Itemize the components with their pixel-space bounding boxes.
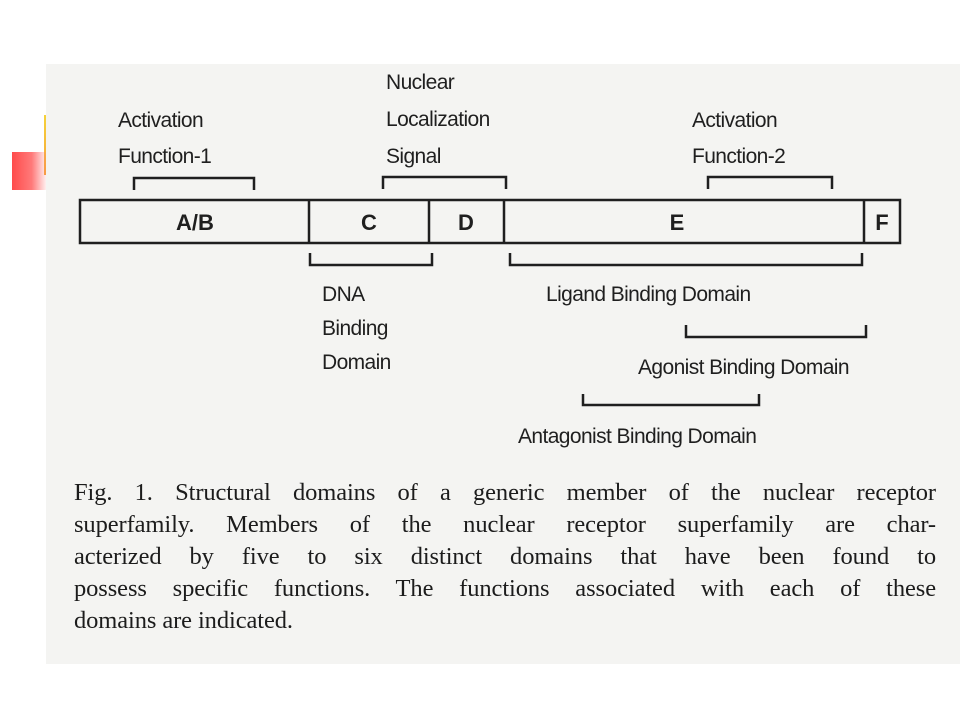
caption-line: superfamily. Members of the nuclear receptor superfamily are char- xyxy=(74,511,936,538)
label-af2-line2: Function-2 xyxy=(692,145,786,168)
segment-e: E xyxy=(669,210,685,235)
figure-caption xyxy=(74,477,936,637)
bracket-nls xyxy=(383,177,506,189)
label-agonist: Agonist Binding Domain xyxy=(638,356,849,379)
segment-f: F xyxy=(875,210,889,235)
segment-d: D xyxy=(458,210,474,235)
caption-line: possess specific functions. The functions associated with each of these xyxy=(74,575,936,602)
label-dbd-line3: Domain xyxy=(322,351,391,374)
caption-line: acterized by five to six distinct domains that have been found to xyxy=(74,543,936,570)
bracket-agonist xyxy=(686,325,866,337)
label-nls-line2: Localization xyxy=(386,108,490,131)
bracket-af2 xyxy=(708,177,832,189)
segment-ab: A/B xyxy=(176,210,214,235)
caption-line: Fig. 1. Structural domains of a generic member of the nuclear receptor xyxy=(74,479,936,506)
label-lbd: Ligand Binding Domain xyxy=(546,283,751,306)
caption-line: domains are indicated. xyxy=(74,607,293,634)
bracket-lbd xyxy=(510,253,862,265)
label-nls-line3: Signal xyxy=(386,145,441,168)
bracket-dbd xyxy=(310,253,432,265)
segment-c: C xyxy=(361,210,377,235)
label-af1-line2: Function-1 xyxy=(118,145,212,168)
bracket-af1 xyxy=(134,178,254,190)
label-af2-line1: Activation xyxy=(692,109,778,132)
bracket-antagonist xyxy=(583,394,759,405)
label-antagonist: Antagonist Binding Domain xyxy=(518,425,757,448)
label-nls-line1: Nuclear xyxy=(386,71,455,94)
label-dbd-line2: Binding xyxy=(322,317,388,340)
label-dbd-line1: DNA xyxy=(322,283,365,306)
label-af1-line1: Activation xyxy=(118,109,204,132)
